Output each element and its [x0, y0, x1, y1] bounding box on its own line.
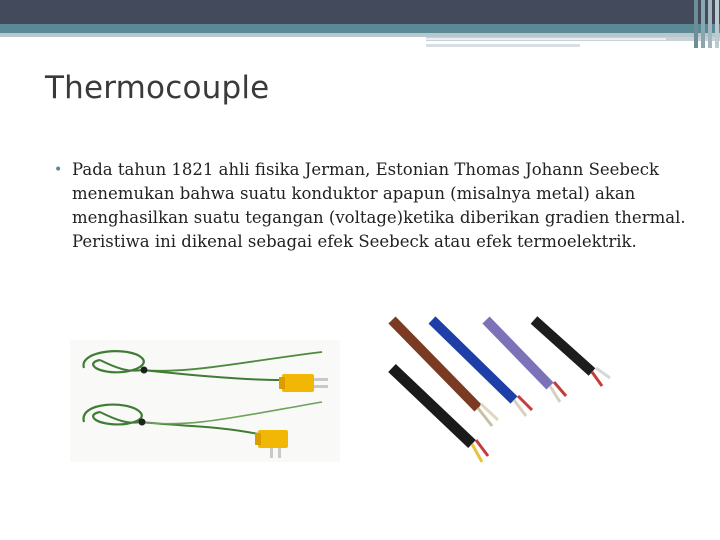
bullet-icon: • — [54, 162, 63, 178]
bullet-item — [54, 158, 694, 254]
thermocouple-cables-image — [388, 316, 618, 466]
header-accent-line-short — [426, 44, 580, 47]
header-band — [0, 0, 720, 24]
thermocouple-probes-illustration — [70, 340, 340, 462]
header-accent-line-highlight — [426, 38, 666, 40]
bullet-list — [54, 158, 694, 254]
slide-title: Thermocouple — [45, 70, 270, 106]
header-accent-band — [0, 24, 720, 33]
thermocouple-cables-illustration — [388, 316, 618, 466]
bullet-text: Pada tahun 1821 ahli fisika Jerman, Estonian Thomas Johann Seebeck menemukan bahwa suatu konduktor apapun (misalnya metal) akan menghasilkan suatu tegangan (voltage)ketika diberikan gradien thermal. Peristiwa ini dikenal sebagai efek Seebeck atau efek termoelektrik. — [72, 160, 686, 251]
corner-stripes — [694, 0, 720, 48]
thermocouple-probes-image — [70, 340, 340, 462]
